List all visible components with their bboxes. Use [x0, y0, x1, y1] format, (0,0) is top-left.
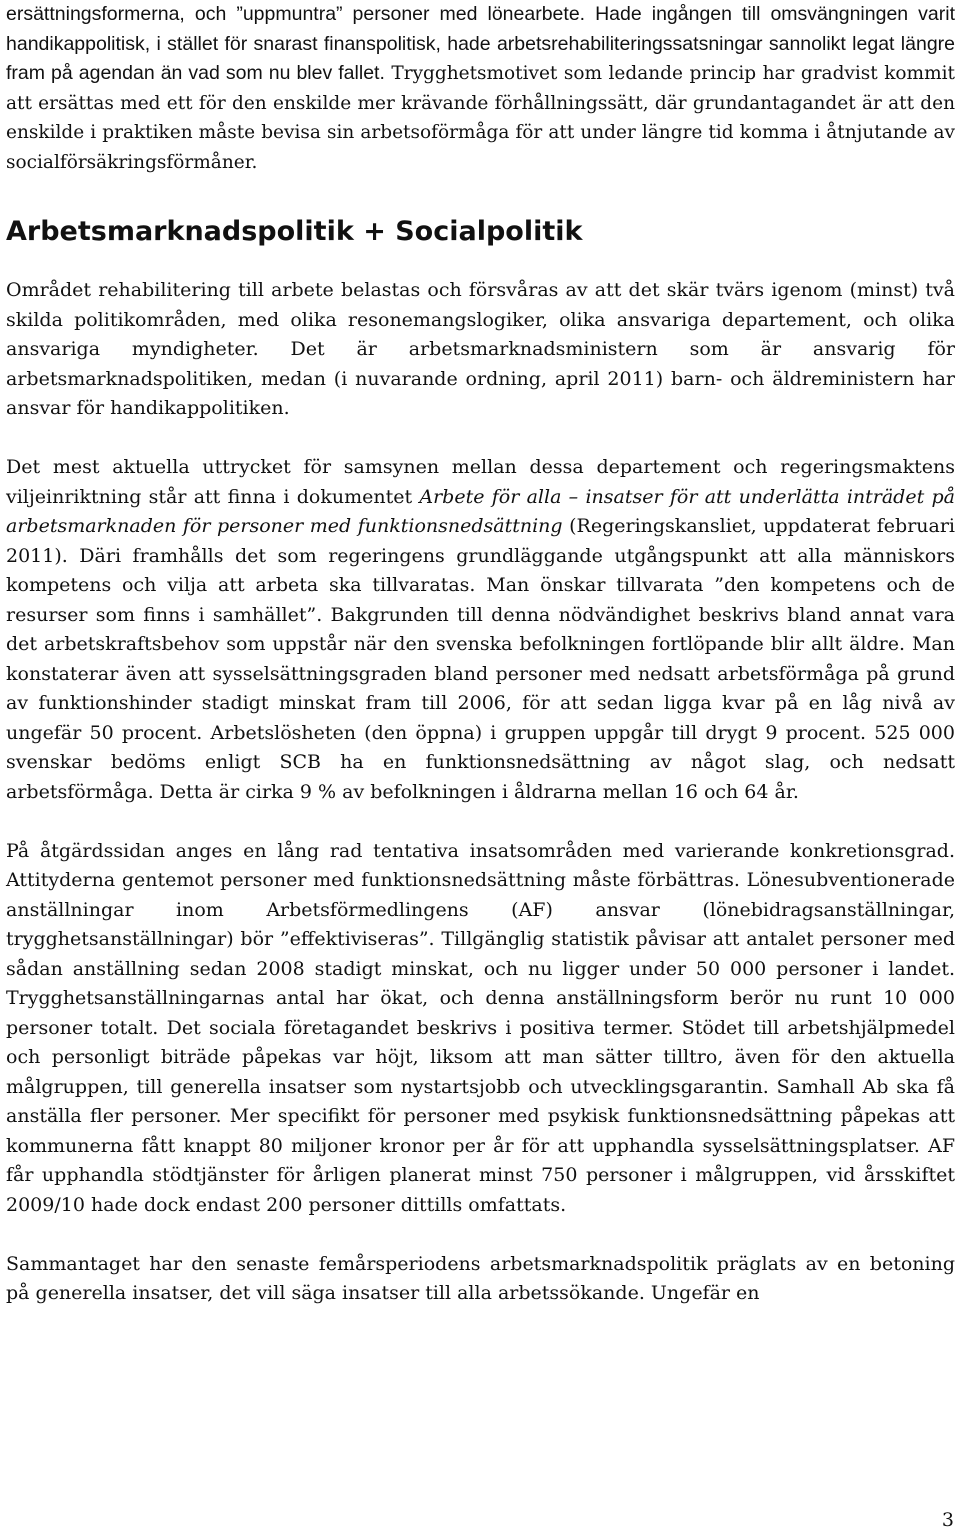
section-heading: Arbetsmarknadspolitik + Socialpolitik	[6, 216, 583, 247]
intro-paragraph	[6, 0, 955, 177]
intro-text-sans: ersättningsformerna, och ”uppmuntra” personer med lönearbete. Hade ingången till omsvängningen varit handikappolitisk, i stället för snarast finanspolitisk, hade arbetsrehabiliteringssatsningar sannolikt legat längre fram på agendan än vad som nu blev fallet.	[6, 3, 955, 84]
body-paragraph-1: Området rehabilitering till arbete belastas och försvåras av att det skär tvärs igenom (minst) två skilda politikområden, med olika resonemangslogiker, olika ansvariga departement, och olika ansvariga myndigheter. Det är arbetsmarknadsministern som är ansvarig för arbetsmarknadspolitiken, medan (i nuvarande ordning, april 2011) barn- och äldreministern har ansvar för handikappolitiken.	[6, 279, 955, 419]
paragraph-2-rest: (Regeringskansliet, uppdaterat februari 2011). Däri framhålls det som regeringens grundläggande utgångspunkt att alla människors kompetens och vilja att arbeta ska tillvaratas. Man önskar tillvarata ”den kompetens och de resurser som finns i samhället”. Bakgrunden till denna nödvändighet beskrivs bland annat vara det arbetskraftsbehov som uppstår när den svenska befolkningen fortlöpande blir allt äldre. Man konstaterar även att sysselsättningsgraden bland personer med nedsatt arbetsförmåga på grund av funktionshinder stadigt minskat fram till 2006, för att sedan ligga kvar på en låg nivå av ungefär 50 procent. Arbetslösheten (den öppna) i gruppen uppgår till drygt 9 procent. 525 000 svenskar bedöms enligt SCB ha en funktionsnedsättning av något slag, och nedsatt arbetsförmåga. Detta är cirka 9 % av befolkningen i åldrarna mellan 16 och 64 år.	[6, 515, 956, 803]
page-number: 3	[941, 1509, 954, 1531]
intro-text-serif: Trygghetsmotivet som ledande princip har gradvist kommit att ersättas med ett för den enskilde mer krävande förhållningssätt, där grundantagandet är att den enskilde i praktiken måste bevisa sin arbetsoförmåga för att under längre tid komma i åtnjutande av socialförsäkringsförmåner.	[6, 63, 955, 173]
body-paragraph-4: Sammantaget har den senaste femårsperiodens arbetsmarknadspolitik präglats av en betoning på generella insatser, det vill säga insatser till alla arbetssökande. Ungefär en	[6, 1252, 955, 1304]
body-paragraph-2	[6, 453, 955, 807]
paragraph-gap	[6, 424, 955, 454]
document-title-reference: Arbete för alla – insatser för att underlätta inträdet på arbetsmarknaden för personer med funktionsnedsättning	[6, 485, 955, 537]
paragraph-gap	[6, 807, 955, 837]
body-paragraph-3: På åtgärdssidan anges en lång rad tentativa insatsområden med varierande konkretionsgrad. Attityderna gentemot personer med funktionsnedsättning måste förbättras. Lönesubventionerade anställningar inom Arbetsförmedlingens (AF) ansvar (lönebidragsanställningar, trygghetsanställningar) bör ”effektiviseras”. Tillgänglig statistik påvisar att antalet personer med sådan anställning sedan 2008 stadigt minskat, och nu ligger under 50 000 personer i landet. Trygghetsanställningarnas antal har ökat, och denna anställningsform berör nu runt 10 000 personer totalt. Det sociala företagandet beskrivs i positiva termer. Stödet till arbetshjälpmedel och personligt biträde påpekas var höjt, liksom att man sätter tilltro, även för den aktuella målgruppen, till generella insatser som nystartsjobb och utvecklingsgarantin. Samhall Ab ska få anställa fler personer. Mer specifikt för personer med psykisk funktionsnedsättning påpekas att kommunerna fått knappt 80 miljoner kronor per år för att upphandla sysselsättningsplatser. AF får upphandla stödtjänster för årligen planerat minst 750 personer i målgruppen, vid årsskiftet 2009/10 hade dock endast 200 personer dittills omfattats.	[6, 839, 955, 1216]
paragraph-gap	[6, 1220, 955, 1250]
paragraph-2-start: Det mest aktuella uttrycket för samsynen mellan dessa departement och regeringsmaktens viljeinriktning står att finna i dokumentet	[6, 456, 955, 508]
document-page	[6, 0, 955, 1309]
